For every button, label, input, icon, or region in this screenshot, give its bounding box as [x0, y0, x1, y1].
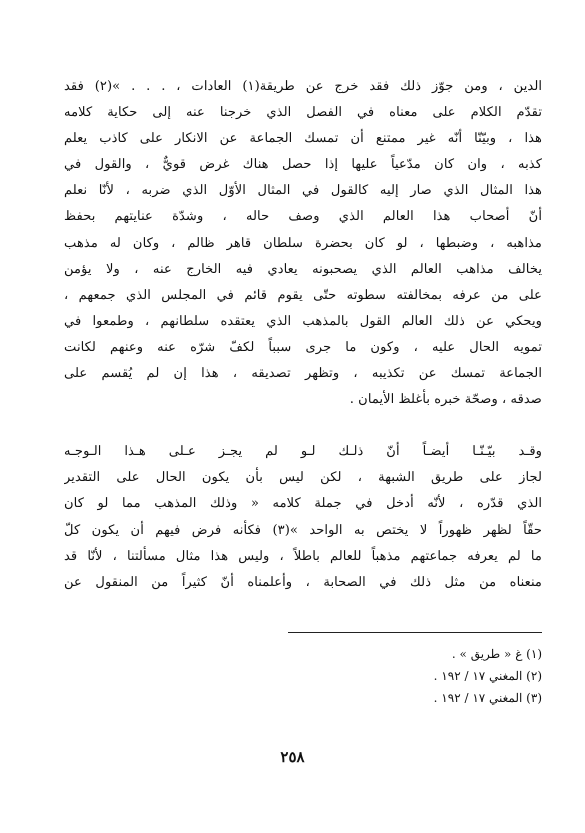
footnote-separator — [288, 632, 542, 633]
text-line: حقّاً لظهر ظهوراً لا يختص به الواحد »(٣) فكأنه فرض فيهم أن يكون كلّ — [64, 522, 542, 538]
text-line: مذاهبه ، وضبطها ، لو كان بحضرة سلطان قاهر ظالم ، وكان له مذهب — [64, 235, 542, 251]
text-line: الجماعة تمسك عن تكذيبه ، وتظهر تصديقه ، هذا إن لم يُقسم على — [64, 366, 542, 382]
footnote-3: (٣) المغني ١٧ / ١٩٢ . — [433, 691, 542, 705]
text-line: الذي قدّره ، لأنّه أدخل في جملة كلامه « وذلك المذهب مما لو كان — [64, 496, 542, 512]
text-line: صدقه ، وصحّة خبره بأغلظ الأيمان . — [349, 392, 542, 408]
text-line: هذا ، وبيّنّا أنّه غير ممتنع أن تمسك الجماعة عن الانكار على كاذب يعلم — [64, 131, 542, 147]
paragraph-gap — [64, 413, 542, 439]
text-line: يخالف مذاهب العالم الذي يصحبونه يعادي فيه الخارج عنه ، ولا يؤمن — [64, 261, 542, 277]
paragraph-2 — [64, 439, 542, 596]
footnote-2: (٢) المغني ١٧ / ١٩٢ . — [433, 669, 542, 683]
footnote-1: (١) غ « طريق » . — [451, 647, 542, 661]
text-line: ما لم يعرفه جماعتهم مذهباً للعالم باطلاً ، وليس هذا مثال مسألتنا ، لأنّا قد — [64, 548, 542, 564]
text-line: تقدّم الكلام على معناه في الفصل الذي خرجنا عنه إلى حكاية كلامه — [64, 105, 542, 121]
text-line: على من عرفه بمخالفته سطوته حتّى يقوم قائم في المجلس الذي جمعهم ، — [64, 287, 542, 303]
main-text — [64, 74, 542, 596]
text-line: الدين ، ومن جوّز ذلك فقد خرج عن طريقة(١) العادات ، . . . »(٢) فقد — [64, 79, 542, 94]
text-line: وقـد بيّـنّـا أيضـاً أنّ ذلـك لـو لم يجـز عـلى هـذا الـوجـه — [64, 444, 542, 460]
text-line: كذبه ، وان كان مدّعياً عليها إذا حصل هناك غرض قويٌّ ، والقول في — [64, 157, 542, 173]
text-line: أنّ أصحاب هذا العالم الذي وصف حاله ، وشدّة عنايتهم بحفظ — [64, 209, 542, 225]
footnotes — [282, 643, 542, 709]
text-line: منعناه من مثل ذلك في الصحابة ، وأعلمناه أنّ كثيراً من المنقول عن — [64, 574, 542, 590]
paragraph-1 — [64, 74, 542, 413]
text-line: هذا المثال الذي صار إليه كالقول في المثال الأوّل الذي ضربه ، لأنّا نعلم — [64, 183, 542, 199]
text-line: لجاز على طريق الشبهة ، لكن ليس بأن يكون الحال على التقدير — [64, 470, 542, 486]
text-line: تمويه الحال عليه ، وكون ما جرى سبباً لكفّ شرّه عنه وعنهم لكانت — [64, 339, 542, 355]
page-number: ٢٥٨ — [280, 748, 305, 766]
text-line: ويحكي عن ذلك العالم القول بالمذهب الذي يعتقده سلطانهم ، وطمعوا في — [64, 313, 542, 329]
